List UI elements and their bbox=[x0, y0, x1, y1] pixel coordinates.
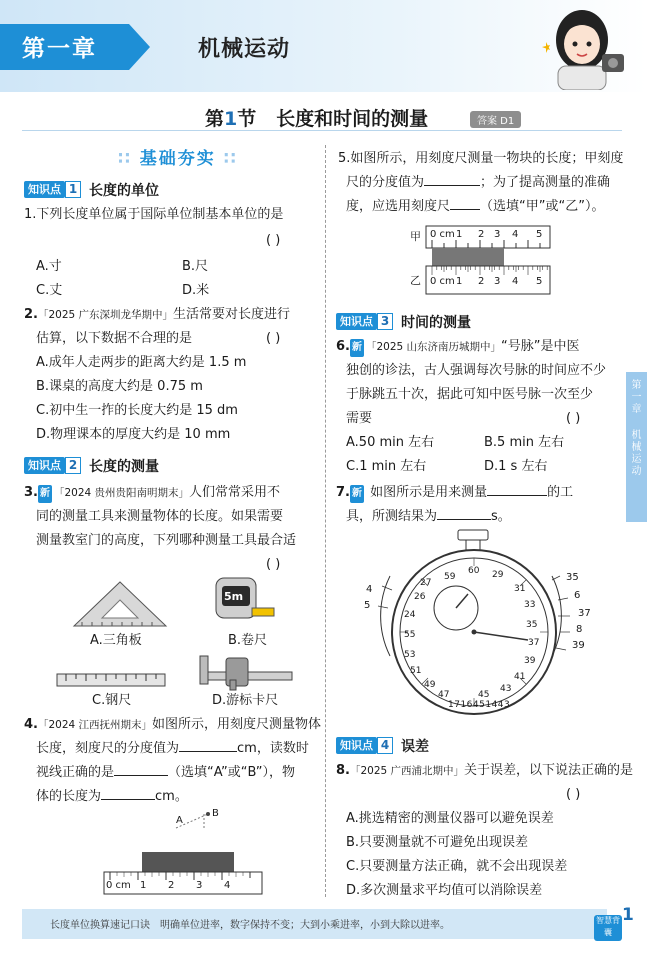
dial-49: 49 bbox=[424, 680, 436, 690]
q5-jia-tick-5: 5 bbox=[536, 229, 543, 240]
new-badge: 新 bbox=[38, 485, 52, 503]
dial-39: 39 bbox=[524, 656, 536, 666]
page-number: 1 bbox=[622, 905, 634, 925]
q4-ruler-unit: 0 cm bbox=[106, 880, 131, 891]
q7-blank-2 bbox=[437, 519, 491, 520]
q4-line1: 4.「2024 江西抚州期末」如图所示，用刻度尺测量物体 bbox=[24, 717, 322, 732]
q2-option-a: A.成年人走两步的距离大约是 1.5 m bbox=[36, 355, 247, 370]
q3-source: 「2024 贵州贵阳南明期末」 bbox=[53, 487, 190, 499]
q4-blank-3 bbox=[101, 799, 155, 800]
q4-label-a: A bbox=[176, 815, 183, 826]
q5-line1: 5.如图所示，用刻度尺测量一物块的长度；甲刻度 bbox=[338, 151, 624, 166]
left-scale-5: 5 bbox=[364, 600, 371, 611]
q4-line4: 体的长度为 cm。 bbox=[36, 789, 188, 804]
q4-blank-1 bbox=[179, 751, 237, 752]
q2-line1: 2.「2025 广东深圳龙华期中」生活常要对长度进行 bbox=[24, 307, 291, 322]
q7-line1: 7. 新 如图所示是用来测量 的工 bbox=[336, 484, 573, 503]
q4-source: 「2024 江西抚州期末」 bbox=[37, 719, 153, 731]
knowledge-point-4: 知识点 4 误差 bbox=[336, 736, 429, 755]
q6-answer-paren: ( ) bbox=[566, 411, 581, 426]
q6-line2: 独创的诊法，古人强调每次号脉的时间应不少 bbox=[346, 363, 607, 378]
q1-answer-paren: ( ) bbox=[266, 233, 281, 248]
column-divider bbox=[325, 145, 326, 897]
q5-jia-unit: 0 cm bbox=[430, 229, 455, 240]
dial-59: 59 bbox=[444, 572, 456, 582]
q2-option-b: B.课桌的高度大约是 0.75 m bbox=[36, 379, 203, 394]
basic-skills-heading: ∷ 基础夯实 ∷ bbox=[118, 149, 238, 169]
new-badge: 新 bbox=[350, 339, 364, 357]
q6-option-b: B.5 min 左右 bbox=[484, 435, 565, 450]
q6-option-a: A.50 min 左右 bbox=[346, 435, 435, 450]
q5-yi-tick-4: 4 bbox=[512, 276, 519, 287]
q4-tick-4: 4 bbox=[224, 880, 231, 891]
section-title-text: 长度和时间的测量 bbox=[276, 108, 429, 130]
q4-tick-2: 2 bbox=[168, 880, 175, 891]
dial-60: 60 bbox=[468, 566, 480, 576]
q8-option-d: D.多次测量求平均值可以消除误差 bbox=[346, 883, 543, 898]
q6-line4: 需要 bbox=[346, 411, 373, 426]
q4-blank-2 bbox=[114, 775, 168, 776]
q3-option-c: C.钢尺 bbox=[92, 693, 132, 708]
q4-label-b: B bbox=[212, 808, 219, 819]
stopwatch-diagram bbox=[356, 528, 592, 726]
outer-scale-35: 35 bbox=[566, 572, 579, 583]
q5-jia-tick-3: 3 bbox=[494, 229, 501, 240]
q2-option-d: D.物理课本的厚度大约是 10 mm bbox=[36, 427, 231, 442]
dial-41: 41 bbox=[514, 672, 526, 682]
q2-source: 「2025 广东深圳龙华期中」 bbox=[37, 309, 174, 321]
q1-option-c: C.丈 bbox=[36, 283, 63, 298]
q8-line1: 8.「2025 广西浦北期中」关于误差，以下说法正确的是 bbox=[336, 763, 634, 778]
q3-line2: 同的测量工具来测量物体的长度。如果需要 bbox=[36, 509, 284, 524]
q5-jia-tick-4: 4 bbox=[512, 229, 519, 240]
dial-29: 29 bbox=[492, 570, 504, 580]
dial-53: 53 bbox=[404, 650, 416, 660]
dial-37: 37 bbox=[528, 638, 540, 648]
page-header bbox=[0, 0, 647, 92]
q4-line2: 长度，刻度尺的分度值为 cm，读数时 bbox=[36, 741, 309, 756]
q3-line3: 测量教室门的高度，下列哪种测量工具最合适 bbox=[36, 533, 297, 548]
q5-jia-tick-1: 1 bbox=[456, 229, 463, 240]
q6-source: 「2025 山东济南历城期中」 bbox=[365, 341, 502, 353]
chapter-title: 机械运动 bbox=[198, 37, 291, 62]
dial-47: 47 bbox=[438, 690, 450, 700]
dial-45: 45 bbox=[478, 690, 490, 700]
dial-31: 31 bbox=[514, 584, 526, 594]
q3-line1: 3. 新 「2024 贵州贵阳南明期末」人们常常采用不 bbox=[24, 484, 280, 503]
q8-answer-paren: ( ) bbox=[566, 787, 581, 802]
q4-line3: 视线正确的是 （选填“A”或“B”），物 bbox=[36, 765, 295, 780]
q4-tick-3: 3 bbox=[196, 880, 203, 891]
q5-yi-tick-5: 5 bbox=[536, 276, 543, 287]
q6-option-c: C.1 min 左右 bbox=[346, 459, 427, 474]
q2-answer-paren: ( ) bbox=[266, 331, 281, 346]
q5-jia-tick-2: 2 bbox=[478, 229, 485, 240]
q6-line3: 于脉跳五十次，据此可知中医号脉一次至少 bbox=[346, 387, 594, 402]
q5-yi-tick-1: 1 bbox=[456, 276, 463, 287]
q8-option-b: B.只要测量就不可避免出现误差 bbox=[346, 835, 529, 850]
vernier-caliper-illustration bbox=[196, 652, 296, 692]
title-rule bbox=[22, 130, 622, 131]
outer-scale-6: 6 bbox=[574, 590, 581, 601]
q5-yi-tick-2: 2 bbox=[478, 276, 485, 287]
q3-option-b: B.卷尺 bbox=[228, 633, 268, 648]
q8-option-c: C.只要测量方法正确，就不会出现误差 bbox=[346, 859, 568, 874]
dial-43: 43 bbox=[500, 684, 512, 694]
q3-option-d: D.游标卡尺 bbox=[212, 693, 279, 708]
outer-scale-37: 37 bbox=[578, 608, 591, 619]
q5-line2: 尺的分度值为 ；为了提高测量的准确 bbox=[346, 175, 611, 190]
dial-24: 24 bbox=[404, 610, 416, 620]
answer-ref-badge: 答案 D1 bbox=[470, 111, 521, 128]
q1-stem: 1.下列长度单位属于国际单位制基本单位的是 bbox=[24, 207, 284, 222]
footer-tip: 长度单位换算速记口诀 明确单位进率，数字保持不变；大到小乘进率，小到大除以进率。 bbox=[50, 920, 450, 931]
knowledge-point-2: 知识点 2 长度的测量 bbox=[24, 456, 159, 475]
q2-line2: 估算，以下数据不合理的是 bbox=[36, 331, 193, 346]
chapter-label: 第一章 bbox=[22, 36, 97, 62]
dial-55: 55 bbox=[404, 630, 416, 640]
q8-source: 「2025 广西浦北期中」 bbox=[349, 765, 465, 777]
q3-option-a: A.三角板 bbox=[90, 633, 142, 648]
knowledge-point-1: 知识点 1 长度的单位 bbox=[24, 180, 159, 199]
q5-blank-1 bbox=[424, 185, 480, 186]
dial-27: 27 bbox=[420, 578, 432, 588]
tape-label: 5m bbox=[224, 590, 244, 603]
q2-option-c: C.初中生一拃的长度大约是 15 dm bbox=[36, 403, 238, 418]
cartoon-girl-illustration bbox=[528, 4, 636, 90]
q6-line1: 6. 新 「2025 山东济南历城期中」“号脉”是中医 bbox=[336, 338, 580, 357]
outer-scale-8: 8 bbox=[576, 624, 583, 635]
section-title: 第1节 长度和时间的测量 bbox=[205, 108, 429, 130]
q5-yi-tick-3: 3 bbox=[494, 276, 501, 287]
q6-option-d: D.1 s 左右 bbox=[484, 459, 548, 474]
left-scale-4: 4 bbox=[366, 584, 373, 595]
footer-badge: 智慧背囊 bbox=[594, 915, 622, 941]
dial-33: 33 bbox=[524, 600, 536, 610]
q5-label-jia: 甲 bbox=[410, 230, 421, 243]
dial-26: 26 bbox=[414, 592, 426, 602]
q5-blank-2 bbox=[450, 209, 480, 210]
q5-line3: 度，应选用刻度尺 （选填“甲”或“乙”）。 bbox=[346, 199, 605, 214]
triangle-ruler-illustration bbox=[72, 578, 168, 630]
q1-option-b: B.尺 bbox=[182, 259, 209, 274]
q5-yi-unit: 0 cm bbox=[430, 276, 455, 287]
q1-option-a: A.寸 bbox=[36, 259, 62, 274]
new-badge: 新 bbox=[350, 485, 364, 503]
q3-answer-paren: ( ) bbox=[266, 557, 281, 572]
q4-tick-1: 1 bbox=[140, 880, 147, 891]
q7-blank-1 bbox=[487, 495, 547, 496]
dial-51: 51 bbox=[410, 666, 422, 676]
q5-label-yi: 乙 bbox=[410, 274, 421, 287]
q1-option-d: D.米 bbox=[182, 283, 210, 298]
q7-line2: 具，所测结果为 s。 bbox=[346, 509, 511, 524]
outer-scale-39: 39 bbox=[572, 640, 585, 651]
side-tab-text: 第一章 机械运动 bbox=[631, 380, 642, 477]
dial-bottom-label: 1716451443 bbox=[448, 700, 511, 710]
q8-option-a: A.挑选精密的测量仪器可以避免误差 bbox=[346, 811, 554, 826]
steel-ruler-illustration bbox=[56, 672, 166, 688]
knowledge-point-3: 知识点 3 时间的测量 bbox=[336, 312, 471, 331]
dial-35: 35 bbox=[526, 620, 538, 630]
tape-measure-illustration bbox=[212, 574, 276, 630]
